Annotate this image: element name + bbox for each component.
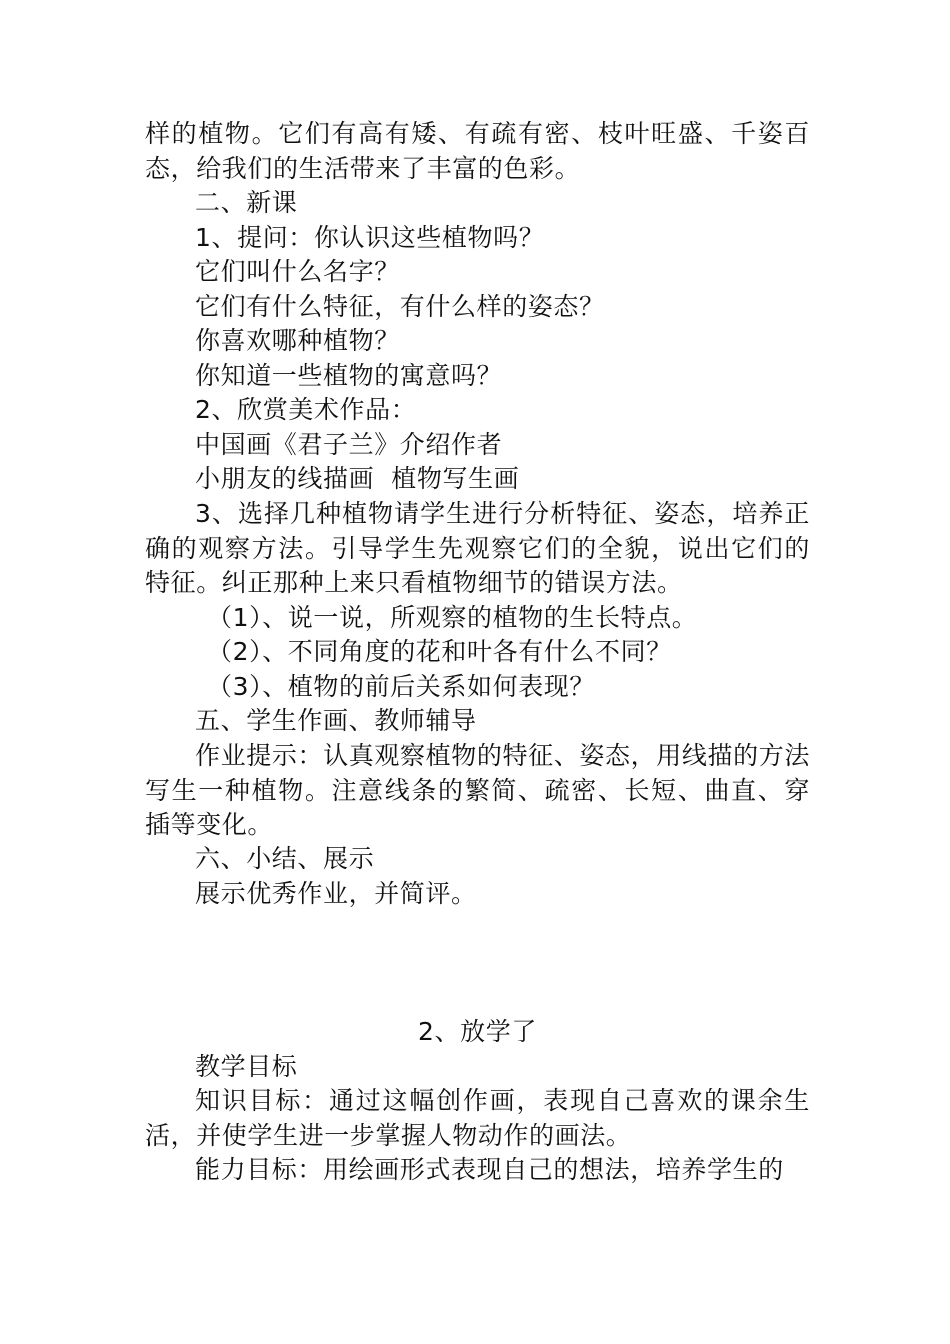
question-line: 你知道一些植物的寓意吗？: [195, 361, 503, 390]
ability-goal: 能力目标：用绘画形式表现自己的想法，培养学生的: [195, 1155, 784, 1184]
question-line: 它们有什么特征，有什么样的姿态？: [195, 292, 605, 321]
question-line: 你喜欢哪种植物？: [195, 326, 400, 355]
intro-paragraph: 样的植物。它们有高有矮、有疏有密、枝叶旺盛、千姿百态，给我们的生活带来了丰富的色彩。: [145, 119, 810, 183]
section-heading-new-lesson: 二、新课: [195, 188, 298, 217]
homework-paragraph: 作业提示：认真观察植物的特征、姿态，用线描的方法写生一种植物。注意线条的繁简、疏密、长短、曲直、穿插等变化。: [145, 741, 810, 839]
sub-item: （3）、植物的前后关系如何表现？: [207, 672, 596, 701]
section-heading-5: 五、学生作画、教师辅导: [195, 706, 477, 735]
question-header: 1、提问：你认识这些植物吗？: [195, 223, 545, 252]
lesson-title: 2、放学了: [418, 1017, 537, 1046]
show-line: 展示优秀作业，并简评。: [195, 879, 477, 908]
sub-item: （2）、不同角度的花和叶各有什么不同？: [207, 637, 672, 666]
goals-heading: 教学目标: [195, 1052, 298, 1081]
section-heading-6: 六、小结、展示: [195, 844, 375, 873]
artwork-line: 中国画《君子兰》介绍作者: [195, 430, 503, 459]
appreciate-heading: 2、欣赏美术作品：: [195, 395, 417, 424]
question-line: 它们叫什么名字？: [195, 257, 400, 286]
step3-paragraph: 3、选择几种植物请学生进行分析特征、姿态，培养正确的观察方法。引导学生先观察它们的全貌，说出它们的特征。纠正那种上来只看植物细节的错误方法。: [145, 499, 810, 597]
sub-item: （1）、说一说，所观察的植物的生长特点。: [207, 603, 698, 632]
artwork-line: 小朋友的线描画 植物写生画: [195, 464, 520, 493]
knowledge-goal: 知识目标：通过这幅创作画，表现自己喜欢的课余生活，并使学生进一步掌握人物动作的画法。: [145, 1086, 810, 1150]
